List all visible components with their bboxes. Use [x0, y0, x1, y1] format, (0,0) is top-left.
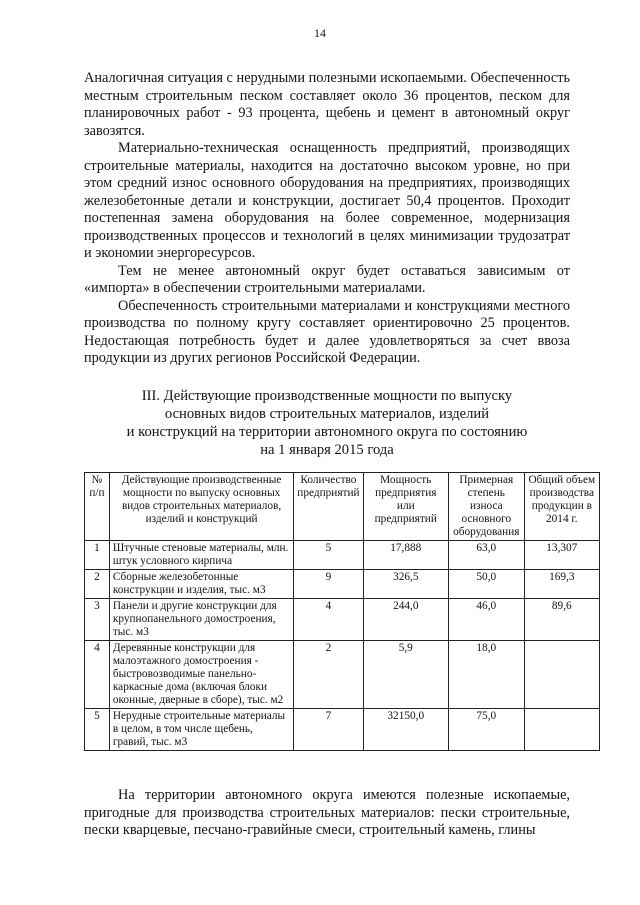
- body-text-bottom: [84, 787, 570, 840]
- table-cell: 244,0: [363, 599, 448, 641]
- table-row: [85, 570, 600, 599]
- table-cell: 46,0: [448, 599, 524, 641]
- table-cell: 63,0: [448, 541, 524, 570]
- table-cell: 1: [85, 541, 110, 570]
- table-cell: 4: [85, 641, 110, 709]
- table-cell: 75,0: [448, 709, 524, 751]
- table-cell: 5: [85, 709, 110, 751]
- paragraph: Материально-техническая оснащенность предприятий, производящих строительные материалы, находится на достаточно высоком уровне, но при этом средний износ основного оборудования на предприятиях, производящих железобетонные детали и конструкции, достигает 50,4 процентов. Проходит постепенная замена оборудования на более современное, модернизация производственных процессов и технологий в целях минимизации трудозатрат и экономии энергоресурсов.: [84, 140, 570, 261]
- table-header-cell: Действующие производственные мощности по выпуску основных видов строительных материалов, изделий и конструкций: [109, 473, 293, 541]
- table-cell: 32150,0: [363, 709, 448, 751]
- table-cell: 3: [85, 599, 110, 641]
- table-cell: 326,5: [363, 570, 448, 599]
- paragraph: На территории автономного округа имеются полезные ископаемые, пригодные для производства строительных материалов: пески строительные, пески кварцевые, песчано-гравийные смеси, строительный камень, глины: [84, 787, 570, 838]
- table-header-cell: Количество предприятий: [294, 473, 363, 541]
- table-cell: 5: [294, 541, 363, 570]
- table-cell: Штучные стеновые материалы, млн. штук условного кирпича: [109, 541, 293, 570]
- table-row: [85, 541, 600, 570]
- section-title-line: и конструкций на территории автономного округа по состоянию: [126, 424, 528, 440]
- page-number: 14: [314, 26, 326, 40]
- table-cell: 2: [294, 641, 363, 709]
- paragraph: Тем не менее автономный округ будет оставаться зависимым от «импорта» в обеспечении строительными материалами.: [84, 262, 570, 296]
- section-title-line: основных видов строительных материалов, изделий: [164, 406, 490, 422]
- table-cell: 50,0: [448, 570, 524, 599]
- table-cell: 169,3: [524, 570, 599, 599]
- table-cell: 7: [294, 709, 363, 751]
- table-header-cell: Мощность предприятия или предприятий: [363, 473, 448, 541]
- table-cell: 13,307: [524, 541, 599, 570]
- table-row: [85, 709, 600, 751]
- table-header-row: [85, 473, 600, 541]
- capacity-table: [84, 472, 600, 751]
- paragraph: Обеспеченность строительными материалами и конструкциями местного производства по полному кругу составляет ориентировочно 25 процентов. Недостающая потребность будет и далее удовлетворяться за счет ввоза продукции из других регионов Российской Федерации.: [84, 297, 570, 366]
- table-cell: 18,0: [448, 641, 524, 709]
- section-title-line: на 1 января 2015 года: [260, 442, 394, 458]
- table-header-cell: Примерная степень износа основного оборудования: [448, 473, 524, 541]
- table-row: [85, 599, 600, 641]
- section-title: [84, 387, 570, 459]
- table-cell: 9: [294, 570, 363, 599]
- table-cell: [524, 641, 599, 709]
- table-cell: 5,9: [363, 641, 448, 709]
- table-header-cell: Общий объем производства продукции в 2014 г.: [524, 473, 599, 541]
- table-cell: 89,6: [524, 599, 599, 641]
- section-title-line: III. Действующие производственные мощности по выпуску: [141, 388, 513, 404]
- table-cell: Деревянные конструкции для малоэтажного домостроения - быстровозводимые панельно-каркасные дома (включая блоки оконные, дверные в сборе), тыс. м2: [109, 641, 293, 709]
- table-cell: Сборные железобетонные конструкции и изделия, тыс. м3: [109, 570, 293, 599]
- table-cell: 2: [85, 570, 110, 599]
- table-cell: Панели и другие конструкции для крупнопанельного домостроения, тыс. м3: [109, 599, 293, 641]
- paragraph: Аналогичная ситуация с нерудными полезными ископаемыми. Обеспеченность местным строительным песком составляет около 36 процентов, песком для планировочных работ - 93 процента, щебень и цемент в автономный округ завозятся.: [84, 70, 570, 139]
- table-header-cell: № п/п: [85, 473, 110, 541]
- table-cell: 4: [294, 599, 363, 641]
- table-cell: 17,888: [363, 541, 448, 570]
- table-row: [85, 641, 600, 709]
- body-text-top: [84, 70, 570, 368]
- table-cell: [524, 709, 599, 751]
- table-cell: Нерудные строительные материалы в целом, в том числе щебень, гравий, тыс. м3: [109, 709, 293, 751]
